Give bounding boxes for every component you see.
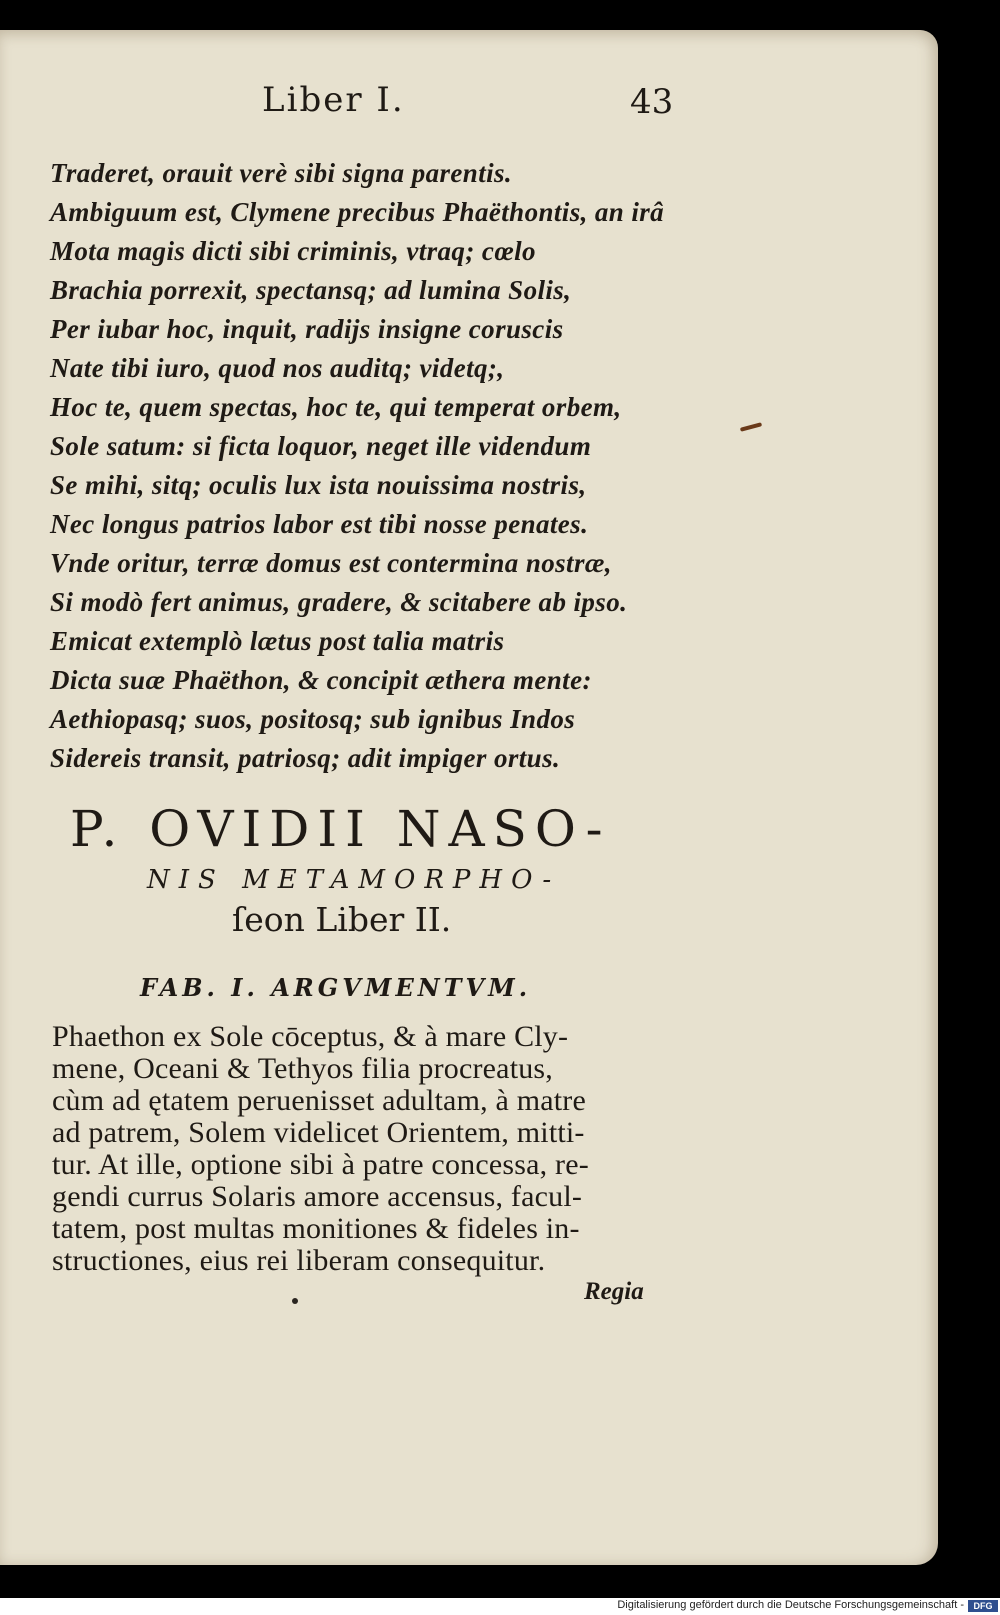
verse-line: Per iubar hoc, inquit, radijs insigne coruscis <box>50 314 564 344</box>
verse-line: Brachia porrexit, spectansq; ad lumina Solis, <box>50 275 572 305</box>
argument-line: tatem, post multas monitiones & fideles in- <box>52 1212 580 1245</box>
verse-line: Mota magis dicti sibi criminis, vtraq; cœlo <box>50 236 536 266</box>
argument-line: Phaethon ex Sole cōceptus, & à mare Cly- <box>52 1020 569 1053</box>
verse-line: Vnde oritur, terræ domus est contermina nostræ, <box>50 548 612 578</box>
argument-line: mene, Oceani & Tethyos filia procreatus, <box>52 1052 554 1085</box>
dfg-logo-icon: DFG <box>968 1600 998 1612</box>
argument-line: tur. At ille, optione sibi à patre concessa, re- <box>52 1148 589 1181</box>
verse-line: Hoc te, quem spectas, hoc te, qui temperat orbem, <box>50 392 622 422</box>
verse-line: Ambiguum est, Clymene precibus Phaëthontis, an irâ <box>50 197 665 227</box>
catchword: Regia <box>584 1278 644 1305</box>
dfg-credit: Digitalisierung gefördert durch die Deutsche Forschungsgemeinschaft - <box>617 1599 964 1611</box>
argument-line: structiones, eius rei liberam consequitur. <box>52 1244 546 1277</box>
verse-line: Sidereis transit, patriosq; adit impiger ortus. <box>50 743 561 773</box>
verse-line: Emicat extemplò lætus post talia matris <box>50 626 505 656</box>
verse-line: Traderet, orauit verè sibi signa parentis. <box>50 158 513 188</box>
book-title-line: NIS METAMORPHO- <box>147 865 561 895</box>
verse-line: Nec longus patrios labor est tibi nosse penates. <box>50 509 589 539</box>
page-number: 43 <box>630 82 674 122</box>
verse-line: Sole satum: si ficta loquor, neget ille videndum <box>50 431 592 461</box>
book-title-line: ſeon Liber II. <box>232 900 452 939</box>
argument-line: ad patrem, Solem videlicet Orientem, mitti- <box>52 1116 585 1149</box>
verse-line: Si modò fert animus, gradere, & scitabere ab ipso. <box>50 587 628 617</box>
verse-line: Aethiopasq; suos, positosq; sub ignibus Indos <box>50 704 576 734</box>
argument-line: gendi currus Solaris amore accensus, facul- <box>52 1180 583 1213</box>
ink-dot <box>292 1298 298 1304</box>
argument-line: cùm ad ętatem peruenisset adultam, à matre <box>52 1084 587 1117</box>
verse-line: Dicta suæ Phaëthon, & concipit æthera mente: <box>50 665 592 695</box>
argument-heading: FAB. I. ARGVMENTVM. <box>140 973 532 1002</box>
running-header: Liber I. <box>262 80 405 120</box>
book-title-line: P. OVIDII NASO- <box>70 800 611 858</box>
verse-line: Se mihi, sitq; oculis lux ista nouissima nostris, <box>50 470 587 500</box>
verse-line: Nate tibi iuro, quod nos auditq; videtq;, <box>50 353 505 383</box>
